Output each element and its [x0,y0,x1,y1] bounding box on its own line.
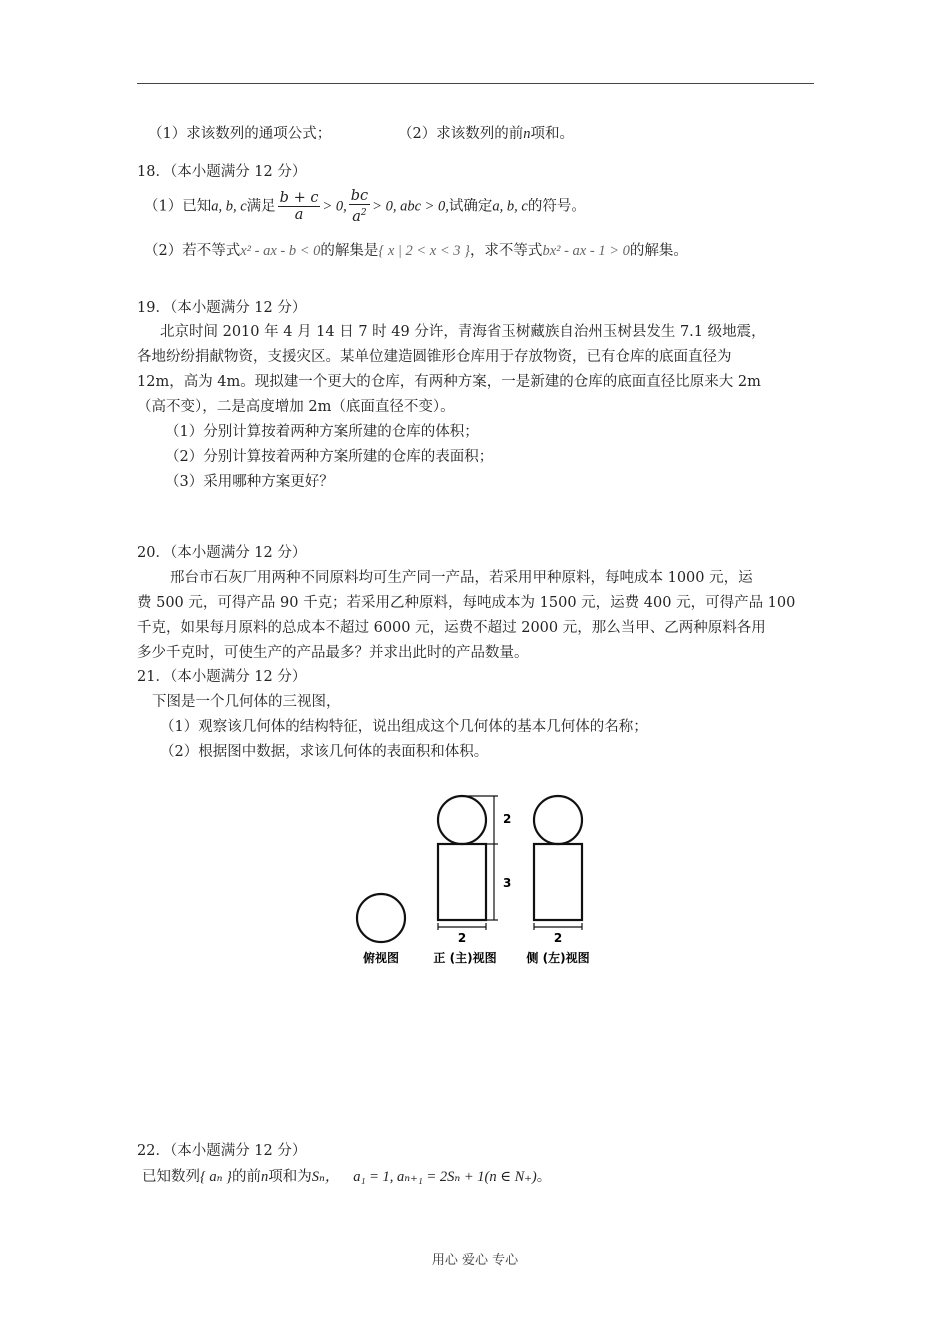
dim-front-width: 2 [457,931,467,945]
top-view-label: 俯视图 [362,951,400,965]
dim-sphere-height: 2 [503,812,512,826]
q19-line-1: 北京时间 2010 年 4 月 14 日 7 时 49 分许，青海省玉树藏族自治州玉树县发生 7.1 级地震， [160,324,766,340]
q17-part2: （2）求该数列的前n项和。 [398,126,574,142]
q18-part1: （1）已知a, b, c满足 $\frac{b + c}{a}$ > 0, $\frac{bc}{a^2}$ > 0, abc > 0,试确定a, b, c的符号。 [144,188,586,225]
q21-part-2: （2）根据图中数据，求该几何体的表面积和体积。 [160,744,489,760]
q18-header: 18．（本小题满分 12 分） [137,164,307,180]
q19-line-4: （高不变），二是高度增加 2m（底面直径不变）。 [137,399,455,415]
q19-line-3: 12m，高为 4m。现拟建一个更大的仓库，有两种方案，一是新建的仓库的底面直径比原来大 2m [137,374,761,390]
q21-intro: 下图是一个几何体的三视图， [152,694,341,710]
dim-side-width: 2 [553,931,563,945]
front-view-label: 正 (主)视图 [433,951,497,965]
q22-statement: 已知数列{ aₙ }的前n项和为Sₙ， a₁ = 1, aₙ₊₁ = 2Sₙ + 1(n ∈ N₊)。 [142,1169,552,1185]
q19-part-3: （3）采用哪种方案更好？ [165,474,334,490]
q17-part1: （1）求该数列的通项公式； [148,126,332,142]
q19-header: 19．（本小题满分 12 分） [137,300,307,316]
q22-header: 22．（本小题满分 12 分） [137,1143,307,1159]
side-view-label: 侧 (左)视图 [526,951,590,965]
q18-part2: （2）若不等式x² - ax - b < 0的解集是{ x | 2 < x < 3 }，求不等式bx² - ax - 1 > 0的解集。 [144,243,688,259]
three-view-figure [345,785,605,975]
q20-line-3: 千克，如果每月原料的总成本不超过 6000 元，运费不超过 2000 元，那么当甲、乙两种原料各用 [137,620,766,636]
dim-cylinder-height: 3 [503,876,512,890]
q20-line-1: 邢台市石灰厂用两种不同原料均可生产同一产品，若采用甲种原料，每吨成本 1000 元，运 [170,570,753,586]
q21-part-1: （1）观察该几何体的结构特征，说出组成这个几何体的基本几何体的名称； [160,719,648,735]
side-view-rect [534,844,582,920]
q20-line-4: 多少千克时，可使生产的产品最多？并求出此时的产品数量。 [137,645,529,661]
q21-header: 21．（本小题满分 12 分） [137,669,307,685]
page-footer: 用心 爱心 专心 [431,1253,519,1268]
front-view-rect [438,844,486,920]
q19-part-1: （1）分别计算按着两种方案所建的仓库的体积； [165,424,479,440]
fraction-bc-over-a-squared: $\frac{bc}{a^2}$ [350,188,369,225]
front-view-circle [438,796,486,844]
top-view-circle [357,894,405,942]
q20-line-2: 费 500 元，可得产品 90 千克；若采用乙种原料，每吨成本为 1500 元，运费 400 元，可得产品 100 [137,595,796,611]
q19-part-2: （2）分别计算按着两种方案所建的仓库的表面积； [165,449,494,465]
fraction-b-plus-c-over-a: $\frac{b + c}{a}$ [279,189,319,223]
q20-header: 20．（本小题满分 12 分） [137,545,307,561]
q19-line-2: 各地纷纷捐献物资，支援灾区。某单位建造圆锥形仓库用于存放物资，已有仓库的底面直径为 [137,349,732,365]
side-view-circle [534,796,582,844]
top-rule [137,83,814,84]
